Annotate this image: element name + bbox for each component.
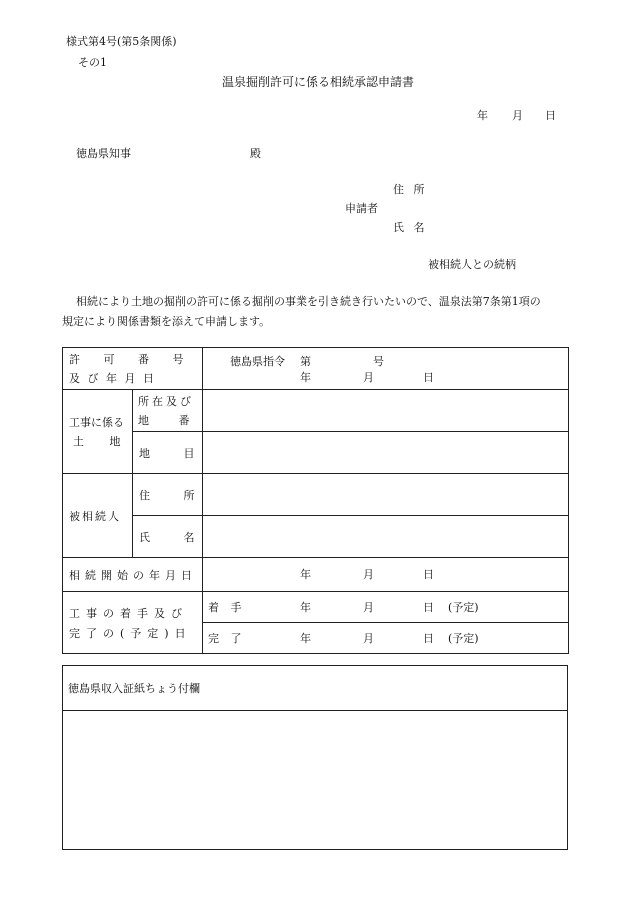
deceased-header [63,474,133,558]
permit-month: 月 [363,371,374,384]
landuse-value[interactable] [203,432,569,474]
land-label-line2: 土 地 [73,435,121,448]
applicant-name-label: 氏 名 [393,221,425,234]
addressee-governor: 徳島県知事 [76,147,131,160]
deceased-name-value[interactable] [203,516,569,558]
body-text-line1: 相続により土地の掘削の許可に係る掘削の事業を引き続き行いたいので、温泉法第7条第1項の [76,295,541,308]
permit-day: 日 [423,371,434,384]
applicant-label: 申請者 [345,202,378,215]
inherit-month: 月 [363,568,374,581]
work-start-label: 着 手 [208,601,242,614]
permit-label-line2: 及 び 年 月 日 [69,372,154,385]
permit-year: 年 [300,371,311,384]
location-header [133,390,203,432]
permit-number-value[interactable] [203,348,569,390]
date-month-label: 月 [512,109,523,122]
document-title: 温泉掘削許可に係る相続承認申請書 [222,75,415,89]
landuse-header [133,432,203,474]
date-year-label: 年 [477,109,488,122]
deceased-name-label: 氏 名 [139,530,195,544]
permit-label-line1: 許 可 番 号 [69,353,194,366]
inherit-day: 日 [423,568,434,581]
form-number: 様式第4号(第5条関係) [66,35,177,48]
deceased-name-header [133,516,203,558]
location-value[interactable] [203,390,569,432]
work-complete-year: 年 [300,632,311,645]
revenue-stamp-label: 徳島県収入証紙ちょう付欄 [68,682,200,695]
work-complete-label: 完 了 [208,632,242,645]
permit-number-header [63,348,203,390]
work-complete-value[interactable] [203,623,569,654]
date-day-label: 日 [545,109,556,122]
work-start-day: 日 [423,601,434,614]
application-form-table [62,347,569,654]
applicant-relation-label: 被相続人との続柄 [428,258,516,271]
inherit-start-value[interactable] [203,558,569,592]
work-dates-header [63,592,203,654]
revenue-stamp-box [62,665,568,850]
work-start-planned: (予定) [448,601,479,614]
work-label-line1: 工事の着手及び [69,606,188,620]
work-start-value[interactable] [203,592,569,623]
deceased-label: 被相続人 [69,509,121,523]
inherit-start-header [63,558,203,592]
work-start-year: 年 [300,601,311,614]
form-sub-number: その1 [78,56,107,69]
deceased-address-label: 住 所 [139,488,195,502]
inherit-start-label: 相続開始の年月日 [69,568,197,582]
work-complete-day: 日 [423,632,434,645]
landuse-label: 地 目 [139,446,195,460]
revenue-stamp-area[interactable] [63,711,567,849]
work-label-line2: 完了の(予定)日 [69,626,192,640]
body-text-line2: 規定により関係書類を添えて申請します。 [62,315,271,328]
work-complete-month: 月 [363,632,374,645]
revenue-stamp-header [63,666,567,711]
permit-go: 号 [373,355,384,368]
work-complete-planned: (予定) [448,632,479,645]
location-label-line2: 地 番 [138,414,190,427]
land-label-line1: 工事に係る [69,416,124,429]
permit-dai: 第 [300,355,311,368]
applicant-address-label: 住 所 [393,183,425,196]
location-label-line1: 所在及び [138,395,194,408]
permit-prefix: 徳島県指令 [230,355,285,368]
inherit-year: 年 [300,568,311,581]
work-start-month: 月 [363,601,374,614]
addressee-honorific: 殿 [250,147,261,160]
deceased-address-header [133,474,203,516]
deceased-address-value[interactable] [203,474,569,516]
land-header [63,390,133,474]
